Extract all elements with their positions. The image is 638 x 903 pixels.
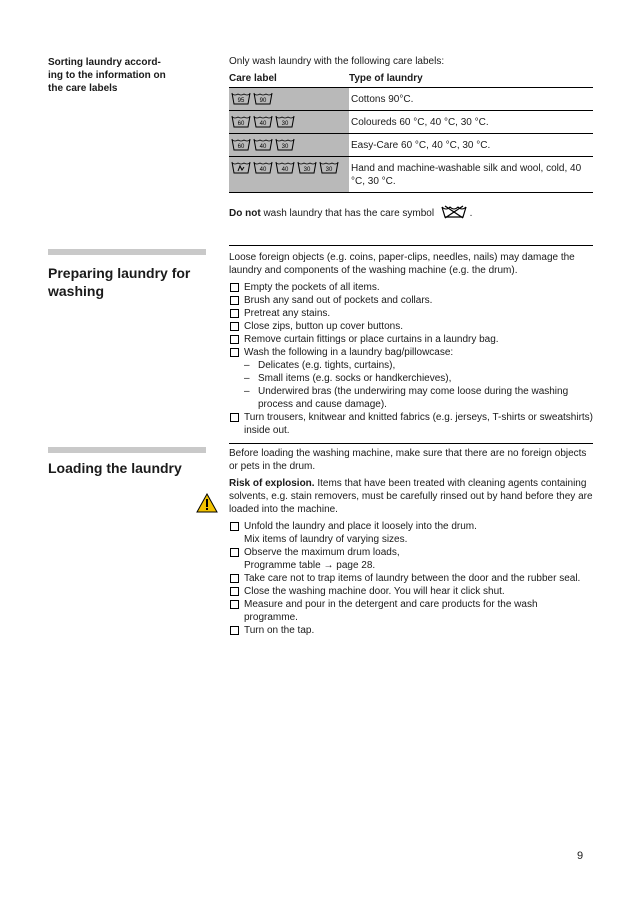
explosion-warning xyxy=(229,477,593,516)
checklist-item: Observe the maximum drum loads, Programme table → page 28. xyxy=(229,546,593,572)
col-type: Type of laundry xyxy=(349,70,593,88)
sub-list-item: – Delicates (e.g. tights, curtains), xyxy=(244,359,593,372)
col-care-label: Care label xyxy=(229,70,349,88)
wash-tub-icon xyxy=(275,115,295,128)
svg-text:40: 40 xyxy=(259,144,267,150)
care-description: Hand and machine-washable silk and wool, cold, 40 °C, 30 °C. xyxy=(349,157,593,193)
svg-text:60: 60 xyxy=(237,144,245,150)
care-label-table xyxy=(229,70,593,193)
section-divider xyxy=(229,443,593,444)
care-description: Coloureds 60 °C, 40 °C, 30 °C. xyxy=(349,111,593,134)
sorting-side-note: Sorting laundry accord- ing to the information on the care labels xyxy=(48,57,166,94)
checklist-item: Close the washing machine door. You will hear it click shut. xyxy=(229,585,593,598)
page-number: 9 xyxy=(577,850,584,862)
preparing-content xyxy=(229,251,593,437)
warning-bold: Risk of explosion. xyxy=(229,478,315,489)
loading-checklist xyxy=(229,520,593,637)
wash-tub-icon xyxy=(253,115,273,128)
checkbox-icon xyxy=(230,309,239,318)
care-symbols-cell xyxy=(229,111,349,134)
sub-list-item: – Small items (e.g. socks or handkerchieves), xyxy=(244,372,593,385)
checkbox-icon xyxy=(230,600,239,609)
svg-text:90: 90 xyxy=(259,98,267,104)
checkbox-icon xyxy=(230,626,239,635)
care-symbols-cell xyxy=(229,157,349,193)
checkbox-icon xyxy=(230,522,239,531)
loading-heading: Loading the laundry xyxy=(48,460,182,476)
svg-text:40: 40 xyxy=(259,167,267,173)
do-not-text: wash laundry that has the care symbol xyxy=(263,208,435,219)
sorting-intro: Only wash laundry with the following care labels: xyxy=(229,56,445,67)
wash-tub-icon xyxy=(231,92,251,105)
checkbox-icon xyxy=(230,348,239,357)
checklist-item: Unfold the laundry and place it loosely into the drum. Mix items of laundry of varying sizes. xyxy=(229,520,593,546)
wash-tub-icon xyxy=(297,161,317,174)
do-not-note xyxy=(229,205,472,220)
checklist-item: Take care not to trap items of laundry between the door and the rubber seal. xyxy=(229,572,593,585)
do-not-end: . xyxy=(469,208,473,219)
care-description: Easy-Care 60 °C, 40 °C, 30 °C. xyxy=(349,134,593,157)
svg-text:30: 30 xyxy=(325,167,333,173)
no-wash-icon xyxy=(441,205,467,219)
heading-bar xyxy=(48,249,206,255)
checklist-item: Close zips, button up cover buttons. xyxy=(229,320,593,333)
checkbox-icon xyxy=(230,587,239,596)
do-not-bold: Do not xyxy=(229,208,261,219)
svg-text:60: 60 xyxy=(237,121,245,127)
preparing-checklist xyxy=(229,281,593,359)
section-divider xyxy=(229,245,593,246)
hand-wash-icon xyxy=(231,161,251,174)
checklist-item: Empty the pockets of all items. xyxy=(229,281,593,294)
checklist-item: Pretreat any stains. xyxy=(229,307,593,320)
svg-text:30: 30 xyxy=(303,167,311,173)
wash-tub-icon xyxy=(231,138,251,151)
care-symbols-cell xyxy=(229,134,349,157)
wash-tub-icon xyxy=(253,138,273,151)
svg-text:30: 30 xyxy=(281,121,289,127)
checkbox-icon xyxy=(230,574,239,583)
warning-text: Items that have been treated with cleaning agents containing solvents, e.g. stain removers, must be carefully rinsed out by hand before they are loaded into the machine. xyxy=(229,478,593,515)
wash-tub-icon xyxy=(253,161,273,174)
care-row xyxy=(229,157,593,193)
loading-content xyxy=(229,447,593,637)
care-description: Cottons 90°C. xyxy=(349,88,593,111)
checklist-item: Brush any sand out of pockets and collars. xyxy=(229,294,593,307)
checklist-item: Remove curtain fittings or place curtains in a laundry bag. xyxy=(229,333,593,346)
checklist-item: Turn on the tap. xyxy=(229,624,593,637)
care-row xyxy=(229,88,593,111)
svg-text:95: 95 xyxy=(237,98,245,104)
wash-tub-icon xyxy=(253,92,273,105)
preparing-checklist-end xyxy=(229,411,593,437)
wash-tub-icon xyxy=(319,161,339,174)
wash-tub-icon xyxy=(231,115,251,128)
checkbox-icon xyxy=(230,413,239,422)
wash-tub-icon xyxy=(275,161,295,174)
heading-bar xyxy=(48,447,206,453)
checklist-item: Wash the following in a laundry bag/pillowcase: xyxy=(229,346,593,359)
wash-tub-icon xyxy=(275,138,295,151)
preparing-heading: Preparing laundry for washing xyxy=(48,265,191,299)
svg-text:30: 30 xyxy=(281,144,289,150)
care-row xyxy=(229,134,593,157)
svg-text:40: 40 xyxy=(259,121,267,127)
checklist-item: Measure and pour in the detergent and care products for the wash programme. xyxy=(229,598,593,624)
svg-text:40: 40 xyxy=(281,167,289,173)
checkbox-icon xyxy=(230,296,239,305)
checkbox-icon xyxy=(230,283,239,292)
checklist-item: Turn trousers, knitwear and knitted fabrics (e.g. jerseys, T-shirts or sweatshirts) inside out. xyxy=(229,411,593,437)
warning-icon xyxy=(196,493,218,513)
checkbox-icon xyxy=(230,335,239,344)
checkbox-icon xyxy=(230,548,239,557)
preparing-intro: Loose foreign objects (e.g. coins, paper-clips, needles, nails) may damage the laundry and components of the washing machine (e.g. the drum). xyxy=(229,252,575,276)
loading-intro: Before loading the washing machine, make sure that there are no foreign objects or pets in the drum. xyxy=(229,448,587,472)
checkbox-icon xyxy=(230,322,239,331)
sub-list-item: – Underwired bras (the underwiring may come loose during the washing process and cause damage). xyxy=(244,385,593,411)
preparing-sublist xyxy=(229,359,593,411)
care-symbols-cell xyxy=(229,88,349,111)
care-row xyxy=(229,111,593,134)
